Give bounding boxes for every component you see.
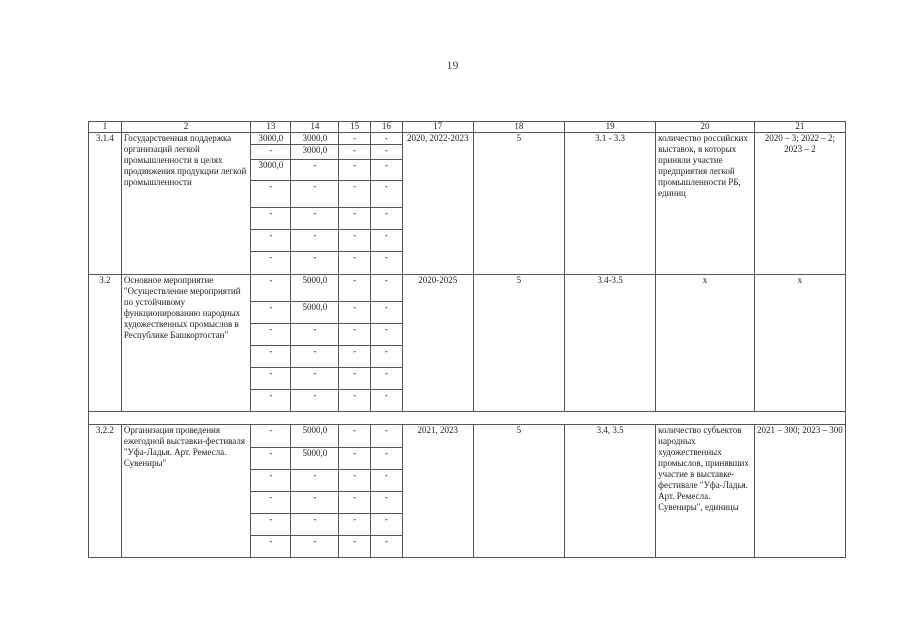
cell-15: - [339,181,371,208]
cell-15: - [339,230,371,252]
header-cell: 18 [473,122,564,133]
cell-13: 3000,0 [251,160,291,181]
section-period: 2021, 2023 [402,425,473,558]
cell-13: - [251,145,291,160]
cell-14: 5000,0 [291,275,339,302]
section-code: 3.1.4 [89,133,122,275]
cell-15: - [339,514,371,536]
cell-16: - [370,514,402,536]
cell-13: - [251,302,291,324]
cell-16: - [370,324,402,346]
header-cell: 1 [89,122,122,133]
section-indicator: количество российских выставок, в которых приняли участие предприятия легкой промышленности РБ, единиц [656,133,755,275]
cell-13: - [251,181,291,208]
cell-14: 3000,0 [291,145,339,160]
cell-13: - [251,390,291,412]
cell-15: - [339,208,371,230]
section-indicator: x [656,275,755,412]
cell-14: - [291,160,339,181]
section-values: 2021 – 300; 2023 – 300 [754,425,845,558]
cell-13: - [251,470,291,492]
page-number: 19 [446,58,459,72]
cell-13: - [251,448,291,470]
section-values: 2020 – 3; 2022 – 2; 2023 – 2 [754,133,845,275]
cell-14: - [291,514,339,536]
section-code: 3.2 [89,275,122,412]
cell-16: - [370,492,402,514]
table-row [89,133,846,145]
cell-15: - [339,302,371,324]
cell-16: - [370,346,402,368]
header-cell: 19 [564,122,655,133]
cell-13: - [251,275,291,302]
cell-16: - [370,302,402,324]
header-cell: 15 [339,122,371,133]
header-cell: 21 [754,122,845,133]
cell-14: - [291,324,339,346]
section-values: x [754,275,845,412]
cell-15: - [339,275,371,302]
cell-15: - [339,390,371,412]
cell-16: - [370,425,402,448]
spacer-row [89,412,846,425]
table-row [89,275,846,302]
cell-13: - [251,346,291,368]
cell-15: - [339,448,371,470]
section-code: 3.2.2 [89,425,122,558]
cell-14: 5000,0 [291,302,339,324]
cell-15: - [339,425,371,448]
section-indicator: количество субъектов народных художественных промыслов, принявших участие в выставке-фестивале "Уфа-Ладья. Арт. Ремесла. Сувениры", единицы [656,425,755,558]
header-row [89,122,846,133]
header-cell: 2 [121,122,250,133]
cell-15: - [339,145,371,160]
cell-15: - [339,133,371,145]
header-cell: 17 [402,122,473,133]
section-col19: 3.1 - 3.3 [564,133,655,275]
cell-16: - [370,536,402,558]
cell-14: 5000,0 [291,448,339,470]
cell-14: - [291,390,339,412]
cell-13: - [251,536,291,558]
cell-16: - [370,230,402,252]
cell-13: - [251,368,291,390]
section-name: Основное мероприятие "Осуществление мероприятий по устойчивому функционированию народных художественных промыслов в Республике Башкортостан" [121,275,250,412]
cell-16: - [370,160,402,181]
cell-15: - [339,160,371,181]
cell-13: 3000,0 [251,133,291,145]
cell-13: - [251,492,291,514]
section-col18: 5 [473,133,564,275]
cell-13: - [251,252,291,275]
header-cell: 20 [656,122,755,133]
cell-16: - [370,208,402,230]
cell-16: - [370,133,402,145]
cell-15: - [339,324,371,346]
cell-13: - [251,208,291,230]
cell-14: 5000,0 [291,425,339,448]
cell-16: - [370,368,402,390]
cell-16: - [370,275,402,302]
program-table [88,121,846,558]
cell-16: - [370,390,402,412]
cell-14: - [291,346,339,368]
cell-15: - [339,470,371,492]
cell-14: - [291,252,339,275]
cell-15: - [339,368,371,390]
section-col18: 5 [473,275,564,412]
cell-14: - [291,492,339,514]
cell-15: - [339,492,371,514]
cell-16: - [370,252,402,275]
cell-16: - [370,470,402,492]
section-col19: 3.4-3.5 [564,275,655,412]
cell-15: - [339,346,371,368]
section-period: 2020-2025 [402,275,473,412]
section-name: Государственная поддержка организаций легкой промышленности в целях продвижения продукции легкой промышленности [121,133,250,275]
cell-13: - [251,324,291,346]
cell-14: - [291,208,339,230]
cell-15: - [339,536,371,558]
table-row [89,425,846,448]
section-col18: 5 [473,425,564,558]
cell-16: - [370,181,402,208]
cell-13: - [251,514,291,536]
header-cell: 14 [291,122,339,133]
cell-13: - [251,425,291,448]
cell-15: - [339,252,371,275]
section-period: 2020, 2022-2023 [402,133,473,275]
header-cell: 16 [370,122,402,133]
section-col19: 3.4, 3.5 [564,425,655,558]
cell-14: - [291,470,339,492]
cell-14: - [291,230,339,252]
section-name: Организация проведения ежегодной выставки-фестиваля "Уфа-Ладья. Арт. Ремесла. Сувениры" [121,425,250,558]
cell-14: - [291,181,339,208]
cell-14: - [291,368,339,390]
cell-13: - [251,230,291,252]
header-cell: 13 [251,122,291,133]
cell-16: - [370,448,402,470]
cell-16: - [370,145,402,160]
row-gap [89,412,846,425]
cell-14: 3000,0 [291,133,339,145]
cell-14: - [291,536,339,558]
